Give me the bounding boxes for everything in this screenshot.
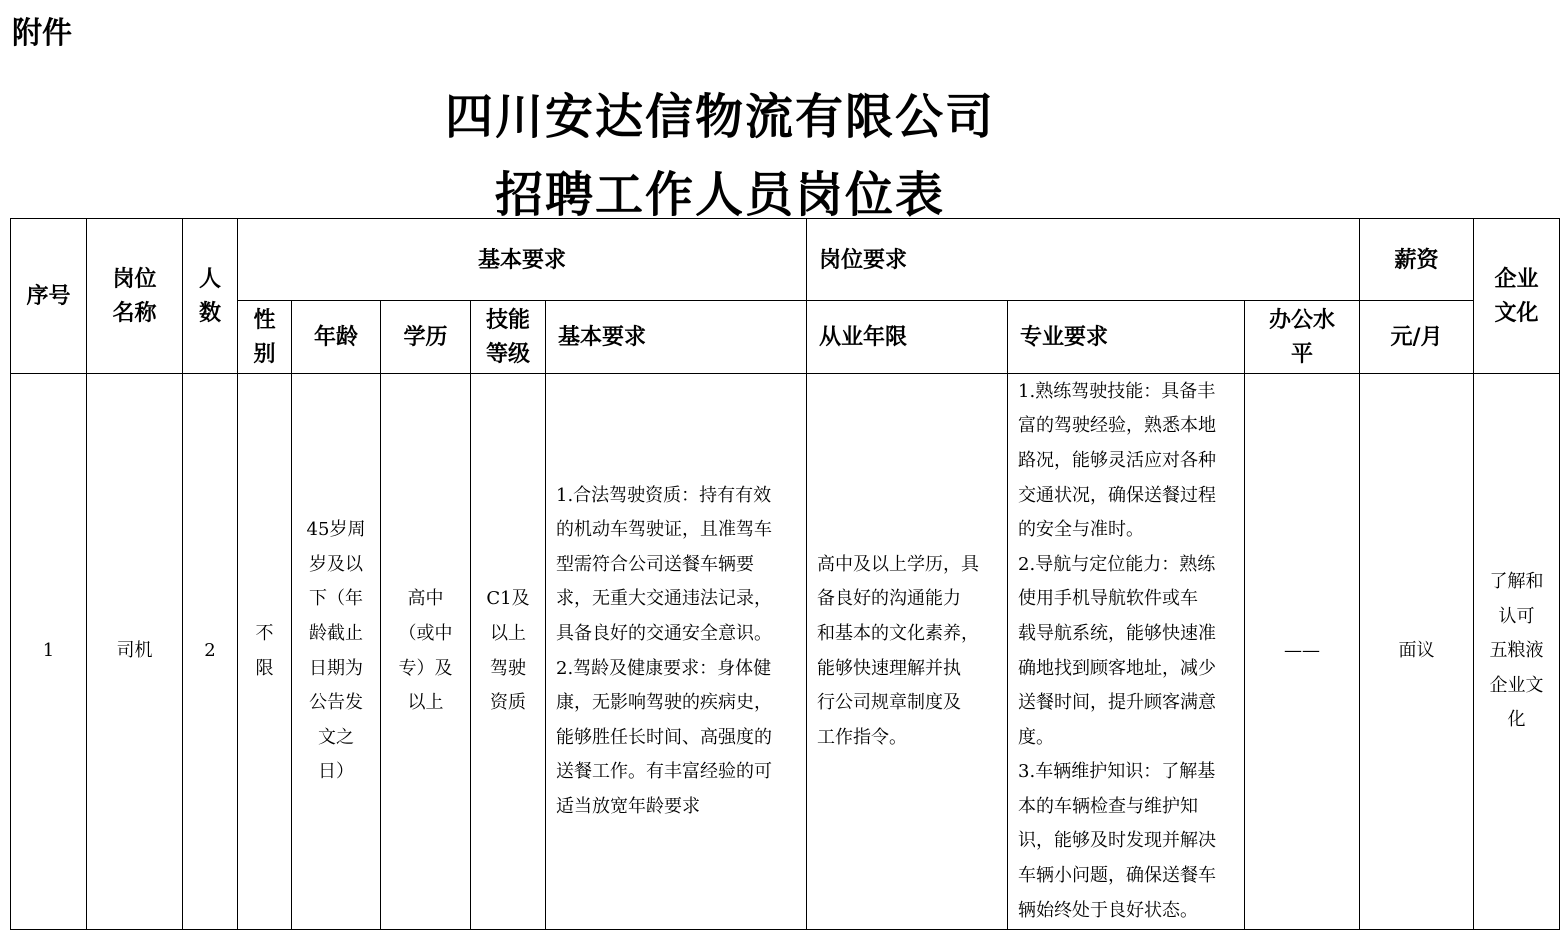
document-title-company: 四川安达信物流有限公司 (444, 89, 995, 145)
header-education: 学历 (381, 301, 471, 374)
cell-skill: C1及 以上 驾驶 资质 (471, 374, 546, 930)
document-title-table: 招聘工作人员岗位表 (494, 167, 945, 223)
cell-headcount: 2 (183, 374, 238, 930)
cell-seq: 1 (11, 374, 87, 930)
cell-basic-requirements: 1.合法驾驶资质：持有有效 的机动车驾驶证，且准驾车 型需符合公司送餐车辆要 求，无重大交通违法记录， 具备良好的交通安全意识。 2.驾龄及健康要求：身体健 康，无影响驾驶的疾病史， 能够胜任长时间、高强度的 送餐工作。有丰富经验的可 适当放宽年龄要求 (546, 374, 807, 930)
header-gender: 性 别 (238, 301, 292, 374)
header-position-name: 岗位 名称 (87, 219, 183, 374)
cell-salary: 面议 (1360, 374, 1474, 930)
cell-age: 45岁周 岁及以 下（年 龄截止 日期为 公告发 文之 日） (292, 374, 381, 930)
cell-position: 司机 (87, 374, 183, 930)
attachment-label: 附件 (12, 16, 72, 51)
header-job-requirements-group: 岗位要求 (807, 219, 1360, 301)
header-skill-level: 技能 等级 (471, 301, 546, 374)
header-culture: 企业 文化 (1474, 219, 1560, 374)
header-basic-req: 基本要求 (546, 301, 807, 374)
header-headcount: 人 数 (183, 219, 238, 374)
header-age: 年龄 (292, 301, 381, 374)
table-row (11, 374, 1560, 930)
cell-office-level: —— (1245, 374, 1360, 930)
recruitment-table (10, 218, 1560, 930)
cell-gender: 不 限 (238, 374, 292, 930)
header-basic-requirements-group: 基本要求 (238, 219, 807, 301)
header-salary-unit: 元/月 (1360, 301, 1474, 374)
header-salary: 薪资 (1360, 219, 1474, 301)
header-seq: 序号 (11, 219, 87, 374)
cell-culture: 了解和 认可 五粮液 企业文 化 (1474, 374, 1560, 930)
cell-years: 高中及以上学历，具 备良好的沟通能力 和基本的文化素养， 能够快速理解并执 行公司规章制度及 工作指令。 (807, 374, 1008, 930)
cell-education: 高中 （或中 专）及 以上 (381, 374, 471, 930)
header-professional: 专业要求 (1008, 301, 1245, 374)
header-years: 从业年限 (807, 301, 1008, 374)
cell-professional: 1.熟练驾驶技能：具备丰 富的驾驶经验，熟悉本地 路况，能够灵活应对各种 交通状况，确保送餐过程 的安全与准时。 2.导航与定位能力：熟练 使用手机导航软件或车 载导航系统，能够快速准 确地找到顾客地址，减少 送餐时间，提升顾客满意 度。 3.车辆维护知识：了解基 本的车辆检查与维护知 识，能够及时发现并解决 车辆小问题，确保送餐车 辆始终处于良好状态。 (1008, 374, 1245, 930)
header-office-level: 办公水 平 (1245, 301, 1360, 374)
